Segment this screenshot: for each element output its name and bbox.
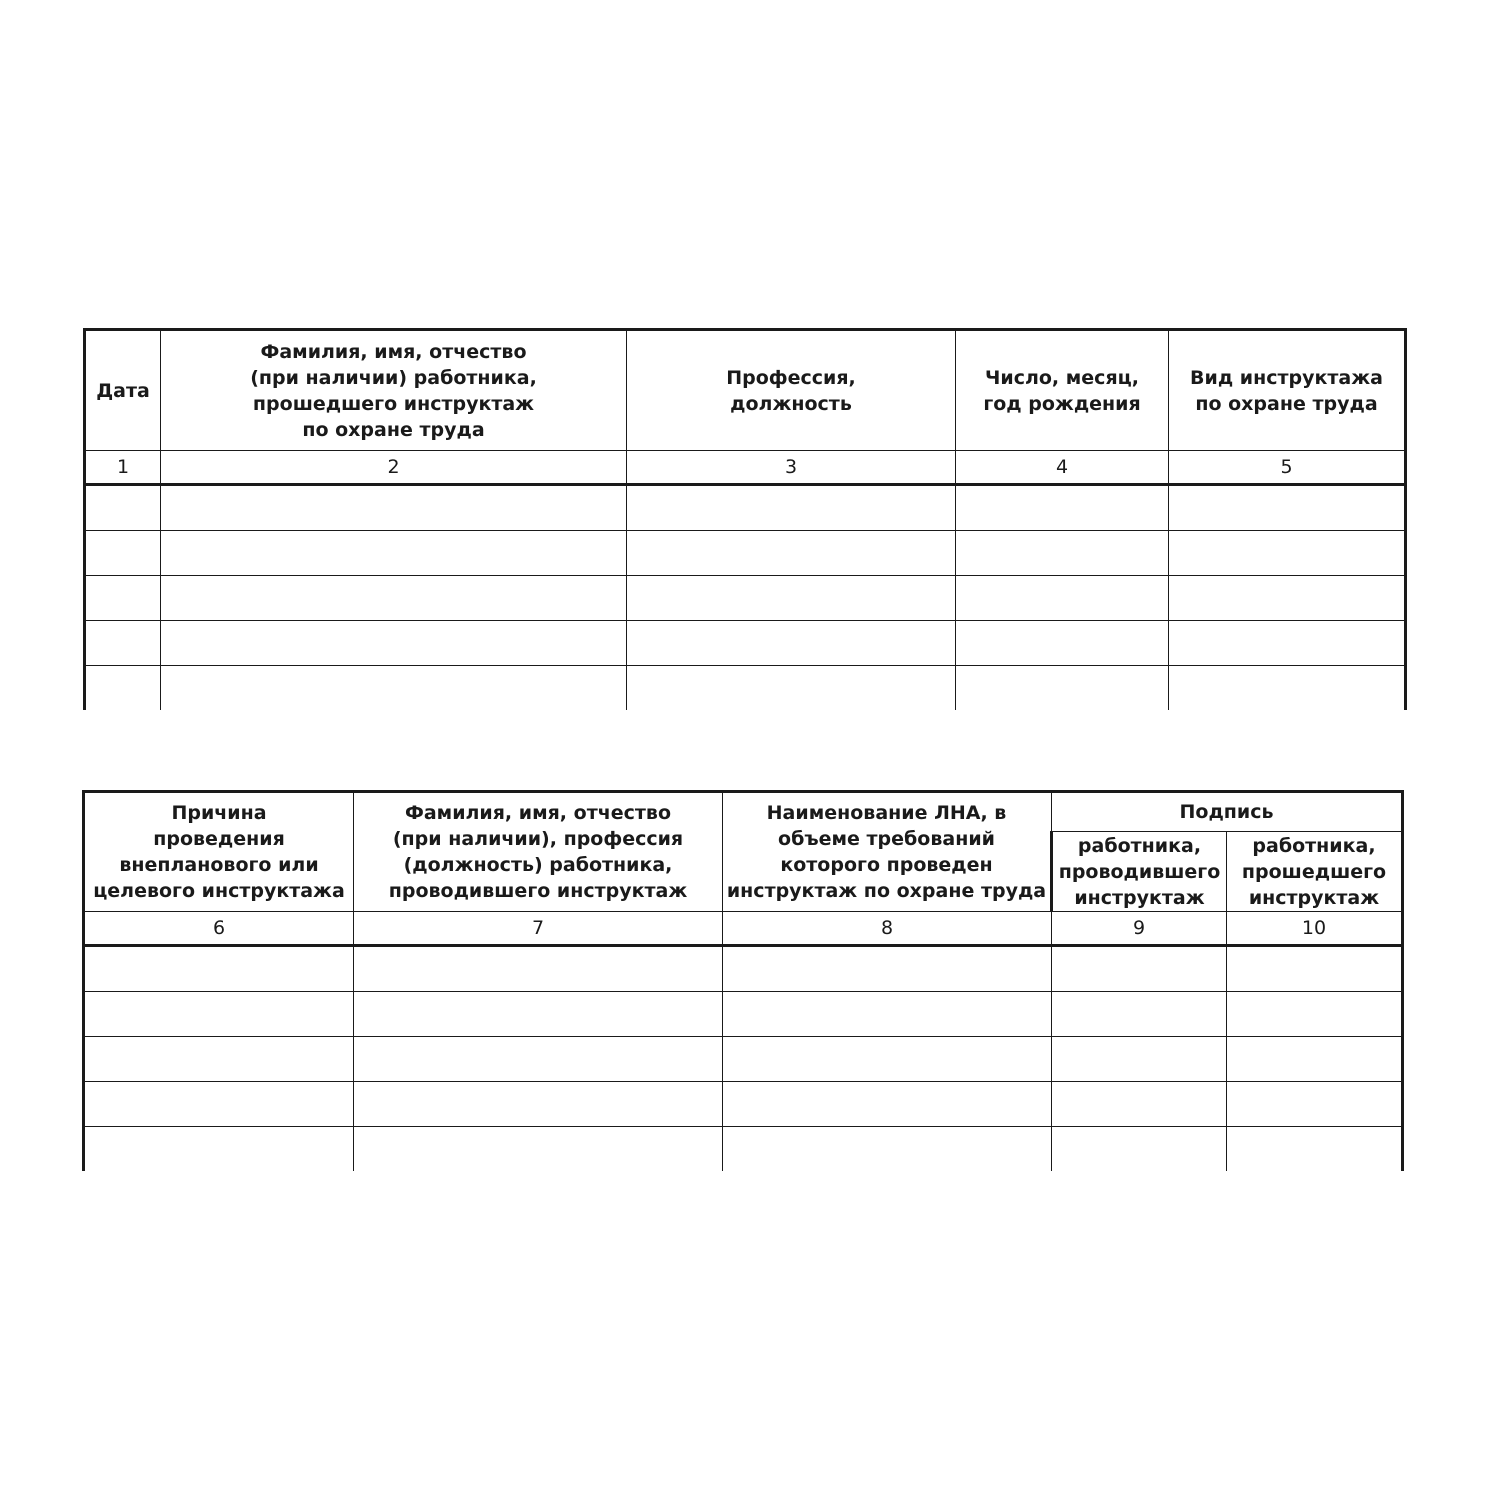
blank-cell[interactable] [956, 666, 1169, 711]
blank-cell[interactable] [354, 946, 723, 992]
blank-cell[interactable] [956, 485, 1169, 531]
column-number: 10 [1227, 912, 1403, 946]
blank-cell[interactable] [1052, 992, 1227, 1037]
blank-cell[interactable] [723, 946, 1052, 992]
blank-cell[interactable] [627, 576, 956, 621]
table-row [85, 666, 1406, 711]
blank-cell[interactable] [1169, 621, 1406, 666]
blank-cell[interactable] [161, 531, 627, 576]
table-row [84, 992, 1403, 1037]
table-row [84, 1037, 1403, 1082]
blank-cell[interactable] [956, 621, 1169, 666]
blank-cell[interactable] [627, 621, 956, 666]
table-row [84, 1082, 1403, 1127]
blank-cell[interactable] [85, 576, 161, 621]
blank-cell[interactable] [723, 1037, 1052, 1082]
blank-cell[interactable] [1052, 1037, 1227, 1082]
header-signature-trainee: работника, прошедшего инструктаж [1227, 832, 1403, 912]
header-unscheduled-reason: Причина проведения внепланового или целевого инструктажа [84, 792, 354, 912]
table-row [85, 485, 1406, 531]
blank-cell[interactable] [1052, 1082, 1227, 1127]
table-row [85, 531, 1406, 576]
blank-cell[interactable] [1169, 531, 1406, 576]
header-profession: Профессия, должность [627, 330, 956, 451]
blank-cell[interactable] [354, 1082, 723, 1127]
column-number: 1 [85, 451, 161, 485]
header-lna-name: Наименование ЛНА, в объеме требований которого проведен инструктаж по охране труда [723, 792, 1052, 912]
blank-cell[interactable] [1169, 576, 1406, 621]
blank-cell[interactable] [84, 1082, 354, 1127]
blank-cell[interactable] [161, 666, 627, 711]
instruction-journal-table-top [83, 328, 1407, 710]
blank-cell[interactable] [354, 1037, 723, 1082]
blank-cell[interactable] [161, 485, 627, 531]
blank-cell[interactable] [85, 485, 161, 531]
header-date: Дата [85, 330, 161, 451]
header-worker-name: Фамилия, имя, отчество (при наличии) работника, прошедшего инструктаж по охране труда [161, 330, 627, 451]
blank-cell[interactable] [1227, 946, 1403, 992]
blank-cell[interactable] [1052, 946, 1227, 992]
blank-cell[interactable] [627, 531, 956, 576]
blank-cell[interactable] [84, 946, 354, 992]
blank-cell[interactable] [85, 531, 161, 576]
blank-cell[interactable] [84, 992, 354, 1037]
blank-cell[interactable] [354, 1127, 723, 1172]
blank-cell[interactable] [1227, 1037, 1403, 1082]
blank-cell[interactable] [85, 621, 161, 666]
blank-cell[interactable] [723, 1082, 1052, 1127]
column-number: 4 [956, 451, 1169, 485]
table-row [84, 946, 1403, 992]
blank-cell[interactable] [1052, 1127, 1227, 1172]
table-row [85, 576, 1406, 621]
blank-cell[interactable] [161, 621, 627, 666]
instruction-journal-table-bottom [82, 790, 1404, 1171]
header-instruction-type: Вид инструктажа по охране труда [1169, 330, 1406, 451]
blank-cell[interactable] [354, 992, 723, 1037]
header-instructor-name: Фамилия, имя, отчество (при наличии), профессия (должность) работника, проводившего инструктаж [354, 792, 723, 912]
blank-cell[interactable] [723, 992, 1052, 1037]
blank-cell[interactable] [84, 1127, 354, 1172]
blank-cell[interactable] [627, 485, 956, 531]
blank-cell[interactable] [627, 666, 956, 711]
blank-cell[interactable] [956, 576, 1169, 621]
table-row [84, 1127, 1403, 1172]
header-signature-instructor: работника, проводившего инструктаж [1052, 832, 1227, 912]
column-number: 8 [723, 912, 1052, 946]
blank-cell[interactable] [1227, 992, 1403, 1037]
column-number: 2 [161, 451, 627, 485]
blank-cell[interactable] [723, 1127, 1052, 1172]
blank-cell[interactable] [1169, 485, 1406, 531]
table-row [85, 621, 1406, 666]
column-number: 6 [84, 912, 354, 946]
column-number: 9 [1052, 912, 1227, 946]
column-number: 7 [354, 912, 723, 946]
blank-cell[interactable] [85, 666, 161, 711]
column-number: 5 [1169, 451, 1406, 485]
column-number: 3 [627, 451, 956, 485]
header-birth-date: Число, месяц, год рождения [956, 330, 1169, 451]
blank-cell[interactable] [1169, 666, 1406, 711]
blank-cell[interactable] [956, 531, 1169, 576]
blank-cell[interactable] [84, 1037, 354, 1082]
blank-cell[interactable] [161, 576, 627, 621]
blank-cell[interactable] [1227, 1127, 1403, 1172]
header-signature-group: Подпись [1052, 792, 1403, 832]
blank-cell[interactable] [1227, 1082, 1403, 1127]
